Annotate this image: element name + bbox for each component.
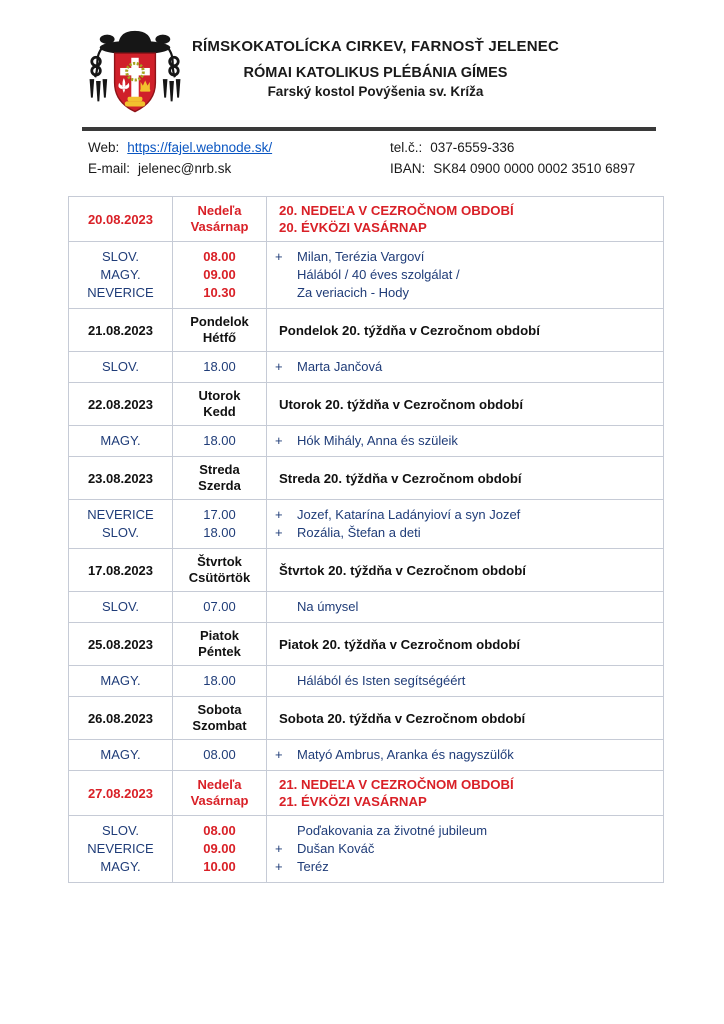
time-cell [173,352,267,383]
intention-text: Hálából / 40 éves szolgálat / [297,267,460,282]
schedule-mass-row [69,592,664,623]
feast-title-line: Piatok 20. týždňa v Cezročnom období [279,636,521,652]
plus-sign: + [275,249,283,264]
location-label: MAGY. [100,859,141,874]
intention-text: Teréz [297,859,329,874]
header-divider-line [82,127,656,131]
location-label: MAGY. [100,673,141,688]
location-cell [69,592,173,623]
day-name-line: Szerda [198,478,241,493]
time-cell [173,666,267,697]
location-label: NEVERICE [87,285,154,300]
mass-time: 18.00 [203,673,236,688]
date-cell: 17.08.2023 [69,549,173,592]
email-value: jelenec@nrb.sk [138,161,232,176]
feast-title-line: 21. NEDEĽA V CEZROČNOM OBDOBÍ [279,777,514,792]
parish-name-hungarian: RÓMAI KATOLIKUS PLÉBÁNIA GÍMES [243,65,508,81]
feast-title-cell [267,197,664,242]
intention-line [267,598,663,616]
date-cell: 26.08.2023 [69,697,173,740]
day-name-line: Sobota [197,702,242,717]
plus-sign: + [275,359,283,374]
intention-cell [267,426,664,457]
intention-line [267,358,663,376]
location-cell [69,816,173,883]
intention-cell [267,740,664,771]
mass-time: 10.00 [203,859,236,874]
day-name-cell [173,309,267,352]
location-label: NEVERICE [87,507,154,522]
date-cell: 23.08.2023 [69,457,173,500]
schedule-day-header-row [69,309,664,352]
feast-title-line: Sobota 20. týždňa v Cezročnom období [279,710,526,726]
web-label: Web: [88,140,120,155]
day-name-line: Csütörtök [188,570,251,585]
day-name-line: Vasárnap [190,219,249,234]
time-cell [173,740,267,771]
time-cell [173,426,267,457]
feast-title-cell [267,771,664,816]
location-cell [69,242,173,309]
location-label: MAGY. [100,267,141,282]
intention-line [267,506,663,524]
location-label: SLOV. [101,599,140,614]
day-name-line: Streda [199,462,240,477]
time-cell [173,816,267,883]
plus-sign: + [275,433,283,448]
intention-text: Marta Jančová [297,359,383,374]
schedule-day-header-row [69,697,664,740]
intention-text: Rozália, Štefan a deti [297,525,421,540]
day-name-cell [173,383,267,426]
iban-label: IBAN: [390,161,426,176]
intention-cell [267,816,664,883]
feast-title-line: Pondelok 20. týždňa v Cezročnom období [279,322,540,338]
schedule-day-header-row [69,383,664,426]
intention-text: Hálából és Isten segítségéért [297,673,466,688]
feast-title-cell [267,309,664,352]
plus-sign [267,284,297,302]
day-name-line: Hétfő [202,330,237,345]
contact-block [88,140,636,182]
day-name-line: Szombat [192,718,247,733]
date-cell: 20.08.2023 [69,197,173,242]
date-cell: 25.08.2023 [69,623,173,666]
plus-sign: + [275,507,283,522]
parish-coat-of-arms-icon [84,24,186,124]
feast-title-cell [267,549,664,592]
mass-time: 08.00 [203,249,236,264]
intention-text: Za veriacich - Hody [297,285,409,300]
date-cell: 21.08.2023 [69,309,173,352]
intention-line [267,822,663,840]
tel-value: 037-6559-336 [430,140,515,155]
day-name-line: Piatok [199,628,239,643]
schedule-mass-row [69,242,664,309]
intention-cell [267,352,664,383]
schedule-table-body [69,197,664,883]
day-name-line: Pondelok [190,314,249,329]
location-label: SLOV. [101,823,140,838]
day-name-line: Péntek [198,644,241,659]
location-label: SLOV. [101,525,140,540]
schedule-day-header-row [69,197,664,242]
feast-title-cell [267,383,664,426]
feast-title-cell [267,697,664,740]
intention-line [267,266,663,284]
day-name-cell [173,697,267,740]
iban-value: SK84 0900 0000 0002 3510 6897 [433,161,636,176]
mass-time: 18.00 [203,359,236,374]
intention-cell [267,242,664,309]
day-name-cell [173,623,267,666]
day-name-line: Nedeľa [197,777,242,792]
intention-text: Poďakovania za životné jubileum [297,823,488,838]
intention-text: Na úmysel [297,599,359,614]
location-label: MAGY. [100,433,141,448]
schedule-mass-row [69,352,664,383]
mass-time: 17.00 [203,507,236,522]
email-label: E-mail: [88,161,131,176]
day-name-cell [173,457,267,500]
intention-line [267,524,663,542]
intention-line [267,746,663,764]
feast-title-line: 21. ÉVKÖZI VASÁRNAP [279,794,427,809]
intention-line [267,840,663,858]
day-name-line: Kedd [203,404,236,419]
feast-title-line: 20. ÉVKÖZI VASÁRNAP [279,220,427,235]
location-cell [69,426,173,457]
mass-time: 08.00 [203,747,236,762]
contact-row-2 [88,161,636,176]
location-label: SLOV. [101,359,140,374]
intention-line [267,284,663,302]
location-cell [69,666,173,697]
feast-title-line: Streda 20. týždňa v Cezročnom období [279,470,522,486]
plus-sign: + [275,859,283,874]
mass-time: 09.00 [203,267,236,282]
feast-title-cell [267,623,664,666]
mass-time: 07.00 [203,599,236,614]
intention-text: Milan, Terézia Vargoví [297,249,425,264]
day-name-line: Nedeľa [197,203,242,218]
plus-sign: + [275,747,283,762]
parish-name-slovak: RÍMSKOKATOLÍCKA CIRKEV, FARNOSŤ JELENEC [191,38,559,55]
location-cell [69,352,173,383]
intention-cell [267,500,664,549]
time-cell [173,592,267,623]
schedule-day-header-row [69,623,664,666]
schedule-day-header-row [69,457,664,500]
day-name-line: Utorok [198,388,241,403]
time-cell [173,500,267,549]
website-link[interactable]: https://fajel.webnode.sk/ [127,140,273,155]
day-name-line: Vasárnap [190,793,249,808]
tel-label: tel.č.: [390,140,423,155]
plus-sign [267,672,297,690]
intention-cell [267,666,664,697]
mass-time: 18.00 [203,433,236,448]
feast-title-line: Štvrtok 20. týždňa v Cezročnom období [279,562,526,578]
location-cell [69,740,173,771]
contact-row-1 [88,140,636,155]
feast-title-line: 20. NEDEĽA V CEZROČNOM OBDOBÍ [279,203,514,218]
intention-text: Matyó Ambrus, Aranka és nagyszülők [297,747,514,762]
plus-sign: + [275,841,283,856]
intention-cell [267,592,664,623]
day-name-cell [173,771,267,816]
day-name-line: Štvrtok [197,554,242,569]
intention-line [267,672,663,690]
parish-header [178,38,573,99]
plus-sign [267,822,297,840]
intention-line [267,858,663,876]
plus-sign: + [275,525,283,540]
date-cell: 27.08.2023 [69,771,173,816]
schedule-mass-row [69,816,664,883]
schedule-mass-row [69,740,664,771]
location-cell [69,500,173,549]
mass-time: 18.00 [203,525,236,540]
feast-title-line: Utorok 20. týždňa v Cezročnom období [279,396,523,412]
date-cell: 22.08.2023 [69,383,173,426]
mass-schedule-table [68,196,664,883]
feast-title-cell [267,457,664,500]
time-cell [173,242,267,309]
mass-time: 10.30 [203,285,236,300]
intention-text: Hók Mihály, Anna és szüleik [297,433,458,448]
intention-text: Jozef, Katarína Ladányioví a syn Jozef [297,507,521,522]
schedule-mass-row [69,666,664,697]
intention-text: Dušan Kováč [297,841,375,856]
day-name-cell [173,197,267,242]
intention-line [267,248,663,266]
location-label: SLOV. [101,249,140,264]
mass-time: 09.00 [203,841,236,856]
location-label: NEVERICE [87,841,154,856]
schedule-day-header-row [69,549,664,592]
schedule-day-header-row [69,771,664,816]
schedule-mass-row [69,500,664,549]
schedule-mass-row [69,426,664,457]
mass-time: 08.00 [203,823,236,838]
plus-sign [267,598,297,616]
plus-sign [267,266,297,284]
location-label: MAGY. [100,747,141,762]
intention-line [267,432,663,450]
day-name-cell [173,549,267,592]
parish-church-name: Farský kostol Povýšenia sv. Kríža [267,84,484,99]
